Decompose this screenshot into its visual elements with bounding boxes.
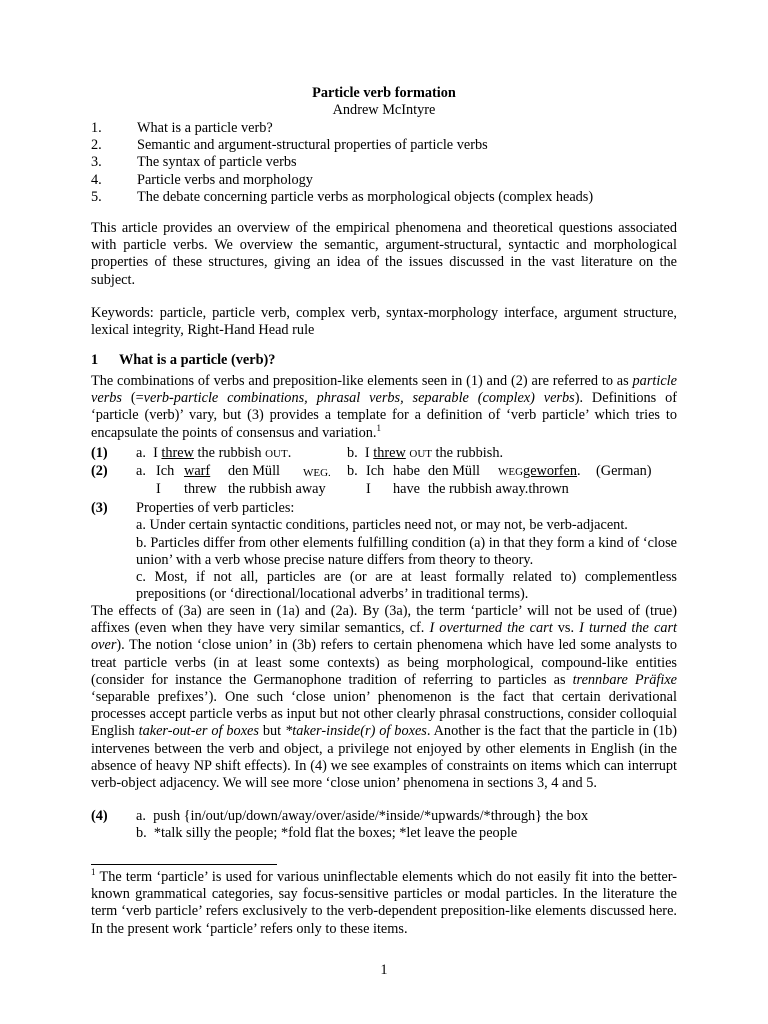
property-c: c. Most, if not all, particles are (or are at least formally related to) complementless prepositions (or ‘directional/locational adverbs’ in traditional terms). [136, 569, 677, 603]
toc-item: 1. What is a particle verb? [91, 120, 273, 136]
document-page: Particle verb formation Andrew McIntyre 1. What is a particle verb? 2. Semantic and argument-structural properties of particle verbs 3. The syntax of particle verbs 4. Particle verbs and morphology 5. The debate concerning particle verbs as morphological objects (complex heads) This article provides an overview of the empirical phenomena and theoretical questions associated with particle verbs. We overview the semantic, argument-structural, syntactic and morphological properties of these structures, giving an idea of the issues discussed in the vast literature on the subject. Keywords: particle, particle verb, complex verb, syntax-morphology interface, argument structure, lexical integrity, Right-Hand Head rule 1 What is a particle (verb)? The combinations of verbs and preposition-like elements seen in (1) and (2) are referred to as particle verbs (=verb-particle combinations, phrasal verbs, separable (complex) verbs). Definitions of ‘particle (verb)’ vary, but (3) provides a template for a definition of ‘verb particle’ which tries to encapsulate the points of consensus and variation.$^1$ (1) a. I threw the rubbish OUT. b. I threw OUT the rubbish. (2) a. Ich warf den Müll WEG. I threw the rubbish away b. Ich habe den Müll WEGgeworfen. (German) I have the rubbish away.thrown (3) Properties of verb particles: a. Under certain syntactic conditions, particles need not, or may not, be verb-adjacent. b. Particles differ from other elements fulfilling condition (a) in that they form a kind of ‘close union’ with a verb whose precise nature differs from theory to theory. c. Most, if not all, particles are (or are at least formally related to) complementless prepositions (or ‘directional/locational adverbs’ in traditional terms). The effects of (3a) are seen in (1a) and (2a). By (3a), the term ‘particle’ will not be used of (true) affixes (even when they have very similar semantics, cf. I overturned the cart vs. I turned the cart over). The notion ‘close union’ in (3b) refers to certain phenomena which have led some analysts to treat particle verbs (in at least some contexts) as being morphological, compound-like entities (consider for instance the Germanophone tradition of referring to particles as trennbare Präfixe ‘separable prefixes’). One such ‘close union’ phenomenon is the fact that certain derivational processes accept particle verbs as input but not other clearly phrasal constructions, consider colloquial English taker-out-er of boxes but *taker-inside(r) of boxes. Another is the fact that the particle in (1b) intervenes between the verb and object, a privilege not enjoyed by other elements in English (in the absence of heavy NP shift effects). In (4) we see examples of constraints on items which can interrupt verb-object adjacency. We will see more ‘close union’ phenomena in sections 3, 4 and 5. (4) a. push {in/out/up/down/away/over/aside/*inside/*upwards/*through} the box b. *talk silly the people; *fold flat the boxes; *let leave the people $^1$ The term ‘particle’ is used for various uninflectable elements which do not easily fit into the better-known grammatical categories, say focus-sensitive particles or modal particles. In the literature the term ‘verb particle’ refers exclusively to the verb-dependent preposition-like elements discussed here. In the present work ‘particle’ refers only to these items. 1 [0, 0, 768, 1024]
toc-item: 4. Particle verbs and morphology [91, 171, 313, 188]
toc-item: 3. The syntax of particle verbs [91, 154, 297, 171]
property-b: b. Particles differ from other elements fulfilling condition (a) in that they form a kind of ‘close union’ with a verb whose precise nature differs from theory to theory. [136, 535, 677, 569]
keywords: Keywords: particle, particle verb, complex verb, syntax-morphology interface, argument structure, lexical integrity, Right-Hand Head rule [91, 305, 677, 339]
property-a: a. Under certain syntactic conditions, particles need not, or may not, be verb-adjacent. [136, 517, 628, 533]
toc-item: 2. Semantic and argument-structural properties of particle verbs [91, 137, 488, 154]
toc-item: 5. The debate concerning particle verbs as morphological objects (complex heads) [91, 188, 594, 205]
footnote-divider [91, 864, 277, 865]
page-number: 1 [380, 962, 388, 978]
paper-title: Particle verb formation [312, 85, 456, 101]
footnote-marker: 1 [376, 422, 381, 433]
section-heading: 1 What is a particle (verb)? [91, 352, 276, 368]
author-name: Andrew McIntyre [332, 102, 436, 118]
table-of-contents [91, 120, 691, 206]
footnote: $^1$ The term ‘particle’ is used for various uninflectable elements which do not easily fit into the better-known grammatical categories, say focus-sensitive particles or modal particles. In the literature the term ‘verb particle’ refers exclusively to the verb-dependent preposition-like elements discussed here. In the present work ‘particle’ refers only to these items. [91, 867, 677, 937]
abstract: This article provides an overview of the empirical phenomena and theoretical questions associated with particle verbs. We overview the semantic, argument-structural, syntactic and morphological properties of these structures, giving an idea of the issues discussed in the vast literature on the subject. [91, 220, 677, 288]
intro-paragraph: The combinations of verbs and preposition-like elements seen in (1) and (2) are referred to as particle verbs (=verb-particle combinations, phrasal verbs, separable (complex) verbs). Definitions of ‘particle (verb)’ vary, but (3) provides a template for a definition of ‘verb particle’ which tries to encapsulate the points of consensus and variation.$^1$ [91, 373, 677, 441]
body-paragraph: The effects of (3a) are seen in (1a) and (2a). By (3a), the term ‘particle’ will not be used of (true) affixes (even when they have very similar semantics, cf. I overturned the cart vs. I turned the cart over). The notion ‘close union’ in (3b) refers to certain phenomena which have led some analysts to treat particle verbs (in at least some contexts) as being morphological, compound-like entities (consider for instance the Germanophone tradition of referring to particles as trennbare Präfixe ‘separable prefixes’). One such ‘close union’ phenomenon is the fact that certain derivational processes accept particle verbs as input but not other clearly phrasal constructions, consider colloquial English taker-out-er of boxes but *taker-inside(r) of boxes. Another is the fact that the particle in (1b) intervenes between the verb and object, a privilege not enjoyed by other elements in English (in the absence of heavy NP shift effects). In (4) we see examples of constraints on items which can interrupt verb-object adjacency. We will see more ‘close union’ phenomena in sections 3, 4 and 5. [91, 603, 678, 792]
